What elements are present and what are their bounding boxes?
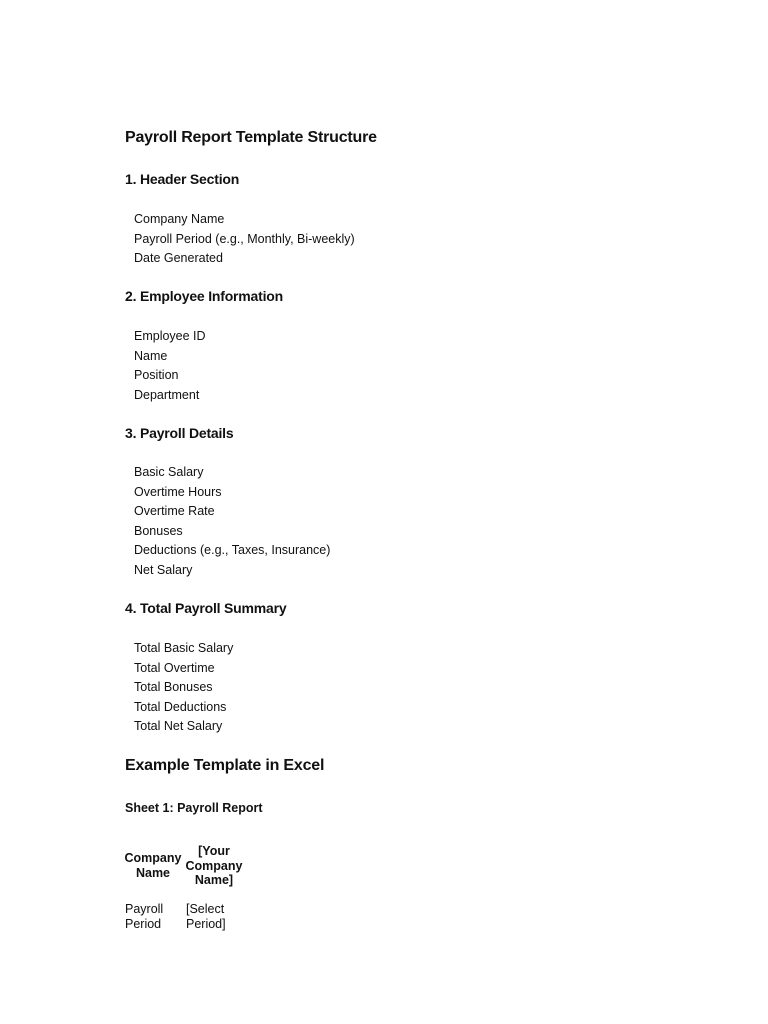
list-item: Employee ID (134, 329, 206, 343)
table-cell-label-company-name: Company Name (124, 851, 182, 880)
list-item: Overtime Rate (134, 504, 215, 519)
list-item: Total Bonuses (134, 680, 213, 695)
list-item: Department (134, 387, 200, 402)
section-heading-total-payroll-summary: 4. Total Payroll Summary (125, 600, 287, 616)
header-section-list (134, 210, 355, 269)
list-item: Company Name (134, 212, 225, 226)
list-item: Total Basic Salary (134, 641, 234, 655)
employee-information-list (134, 327, 206, 405)
example-template-heading: Example Template in Excel (125, 757, 325, 774)
table-cell-value-company-name: [Your Company Name] (185, 844, 243, 887)
section-heading-employee-information: 2. Employee Information (125, 288, 283, 304)
section-heading-header: 1. Header Section (125, 171, 240, 187)
list-item: Name (134, 348, 168, 363)
document-title: Payroll Report Template Structure (125, 129, 377, 146)
list-item: Basic Salary (134, 465, 204, 479)
section-heading-payroll-details: 3. Payroll Details (125, 425, 234, 441)
payroll-details-list (134, 463, 330, 581)
list-item: Total Net Salary (134, 719, 223, 734)
list-item: Net Salary (134, 562, 193, 577)
list-item: Deductions (e.g., Taxes, Insurance) (134, 543, 331, 558)
total-payroll-summary-list (134, 639, 233, 737)
table-cell-value-payroll-period: [Select Period] (186, 902, 226, 931)
list-item: Total Deductions (134, 699, 227, 714)
list-item: Position (134, 368, 179, 383)
list-item: Bonuses (134, 523, 183, 538)
sheet-title: Sheet 1: Payroll Report (125, 801, 263, 815)
list-item: Payroll Period (e.g., Monthly, Bi-weekly) (134, 231, 355, 246)
table-cell-label-payroll-period: Payroll Period (125, 902, 164, 931)
list-item: Total Overtime (134, 660, 215, 675)
list-item: Overtime Hours (134, 484, 222, 499)
list-item: Date Generated (134, 251, 223, 266)
